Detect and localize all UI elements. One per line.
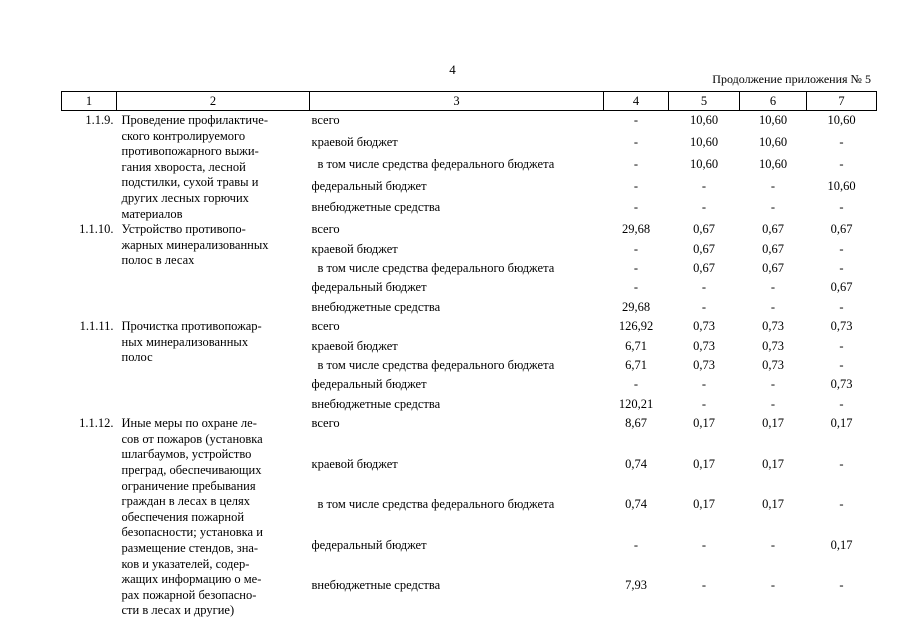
value-col-7: - [839,497,844,512]
value-col-6: 0,17 [762,456,784,471]
header-col-6: 6 [740,92,807,111]
funding-source: внебюджетные средства [311,299,441,314]
funding-source: внебюджетные средства [311,578,441,593]
value-col-6: 10,60 [758,134,788,149]
value-col-7: - [839,134,844,149]
value-col-7: 0,73 [830,377,853,392]
value-col-5: - [701,377,707,392]
header-col-3: 3 [310,92,604,111]
funding-source: краевой бюджет [311,338,398,353]
value-col-5: 0,17 [693,456,715,471]
header-col-4: 4 [604,92,669,111]
value-col-5: - [701,299,707,314]
measure-name-line: жарных минерализованных [121,237,269,252]
value-col-7: 0,67 [830,222,853,237]
funding-source: внебюджетные средства [311,396,441,411]
value-col-7: - [839,358,844,372]
measure-name [117,317,310,414]
header-col-1: 1 [62,92,117,111]
table-row [62,317,877,336]
value-col-7: - [839,578,844,593]
budget-table [61,91,877,617]
value-col-5: 10,60 [689,156,719,171]
measure-number: 1.1.12. [79,416,114,431]
funding-source: всего [311,319,340,334]
value-col-5: - [701,396,707,411]
value-col-4: 0,74 [625,456,647,471]
value-col-4: 7,93 [625,578,647,593]
value-col-4: - [633,200,639,215]
value-col-5: - [701,280,707,295]
measure-name-line: полос в лесах [121,253,195,268]
value-col-7: - [839,456,844,471]
value-col-7: 10,60 [827,113,856,127]
funding-source: федеральный бюджет [311,537,427,552]
value-col-7: 0,67 [830,280,853,295]
funding-source: в том числе средства федерального бюджета [317,358,555,372]
measure-name [117,414,310,617]
value-col-5: 0,67 [693,222,715,237]
measure-name-line: безопасности; установка и [121,525,263,540]
measure-name-line: размещение стендов, зна- [121,540,259,555]
header-col-5: 5 [669,92,740,111]
measure-name-line: других лесных горючих [121,190,249,205]
value-col-5: 0,67 [693,241,715,256]
value-col-4: 29,68 [621,299,651,314]
value-col-7: - [839,396,844,411]
value-col-6: - [770,178,776,193]
table-row [62,220,877,239]
continuation-note: Продолжение приложения № 5 [712,72,871,86]
value-col-6: - [770,396,776,411]
funding-source: всего [311,113,340,127]
funding-source: в том числе средства федерального бюджета [317,156,555,171]
measure-number: 1.1.9. [85,113,114,127]
value-col-4: - [633,537,639,552]
measure-name-line: жащих информацию о ме- [121,572,262,587]
value-col-5: - [701,578,707,593]
funding-source: краевой бюджет [311,134,398,149]
value-col-4: 120,21 [618,396,654,411]
value-col-4: - [633,260,639,275]
funding-source: в том числе средства федерального бюджета [317,497,555,512]
funding-source: всего [311,222,340,237]
measure-name-line: Прочистка противопожар- [121,319,262,334]
value-col-5: 10,60 [689,113,719,127]
value-col-6: - [770,200,776,215]
measure-name-line: преград, обеспечивающих [121,463,262,477]
measure-number: 1.1.11. [79,319,114,334]
value-col-6: - [770,537,776,552]
value-col-6: 0,73 [762,319,784,334]
value-col-7: - [839,338,844,353]
value-col-4: 126,92 [618,319,654,334]
value-col-6: - [770,299,776,314]
measure-name-line: полос [121,350,153,365]
value-col-4: - [633,113,639,127]
measure-name-line: Проведение профилактиче- [121,113,269,127]
table-row [62,111,877,133]
value-col-5: 0,17 [693,497,715,512]
value-col-6: 10,60 [758,113,788,127]
value-col-4: 6,71 [625,338,647,353]
measure-name-line: ограничение пребывания [121,478,256,493]
measure-name-line: Устройство противопо- [121,222,246,237]
value-col-6: - [770,377,776,392]
page-number: 4 [449,62,456,77]
funding-source: федеральный бюджет [311,178,427,193]
header-col-2: 2 [117,92,310,111]
value-col-6: 0,17 [762,416,784,431]
value-col-7: 0,17 [830,416,853,431]
value-col-7: - [839,260,844,275]
measure-name-line: подстилки, сухой травы и [121,175,259,190]
value-col-6: - [770,578,776,593]
measure-name-line: рах пожарной безопасно- [121,587,257,602]
value-col-7: - [839,200,844,215]
value-col-4: 29,68 [621,222,651,237]
measure-name-line: сов от пожаров (установка [121,431,263,446]
value-col-4: - [633,377,639,392]
measure-name-line: гания хвороста, лесной [121,159,246,174]
measure-name [117,111,310,221]
funding-source: краевой бюджет [311,456,398,471]
value-col-4: - [633,241,639,256]
value-col-4: 8,67 [625,416,647,431]
value-col-6: 10,60 [758,156,788,171]
measure-number: 1.1.10. [79,222,114,237]
value-col-4: - [633,178,639,193]
value-col-5: 0,73 [693,338,715,353]
measure-name [117,220,310,317]
measure-name-line: сти в лесах и другие) [121,603,235,618]
value-col-4: - [633,156,639,171]
value-col-7: 10,60 [827,178,856,193]
value-col-6: - [770,280,776,295]
funding-source: в том числе средства федерального бюджета [317,260,555,275]
value-col-7: - [839,156,844,171]
value-col-5: 0,73 [693,319,715,334]
value-col-5: 0,73 [693,358,715,372]
value-col-6: 0,67 [762,222,784,237]
measure-name-line: граждан в лесах в целях [121,494,251,509]
measure-name-line: материалов [121,206,183,221]
value-col-4: 6,71 [625,358,647,372]
value-col-7: - [839,241,844,256]
value-col-5: 0,67 [693,260,715,275]
value-col-5: 10,60 [689,134,719,149]
value-col-6: 0,73 [762,358,784,372]
measure-name-line: Иные меры по охране ле- [121,416,257,431]
funding-source: внебюджетные средства [311,200,441,215]
value-col-4: - [633,280,639,295]
header-col-7: 7 [807,92,877,111]
funding-source: федеральный бюджет [311,280,427,295]
value-col-6: 0,17 [762,497,784,512]
value-col-5: - [701,537,707,552]
value-col-7: - [839,299,844,314]
funding-source: федеральный бюджет [311,377,427,392]
column-number-header [62,92,877,111]
measure-name-line: шлагбаумов, устройство [121,447,252,462]
value-col-6: 0,67 [762,241,784,256]
value-col-6: 0,73 [762,338,784,353]
value-col-5: - [701,200,707,215]
value-col-5: - [701,178,707,193]
funding-source: краевой бюджет [311,241,398,256]
value-col-6: 0,67 [762,260,784,275]
table-row [62,414,877,455]
value-col-5: 0,17 [693,416,715,431]
measure-name-line: ков и указателей, содер- [121,556,250,571]
measure-name-line: обеспечения пожарной [121,509,245,524]
value-col-7: 0,17 [830,537,853,552]
value-col-4: 0,74 [625,497,647,512]
measure-name-line: ского контролируемого [121,128,246,143]
value-col-4: - [633,134,639,149]
value-col-7: 0,73 [830,319,853,334]
funding-source: всего [311,416,340,431]
measure-name-line: ных минерализованных [121,334,249,349]
measure-name-line: противопожарного выжи- [121,144,259,159]
